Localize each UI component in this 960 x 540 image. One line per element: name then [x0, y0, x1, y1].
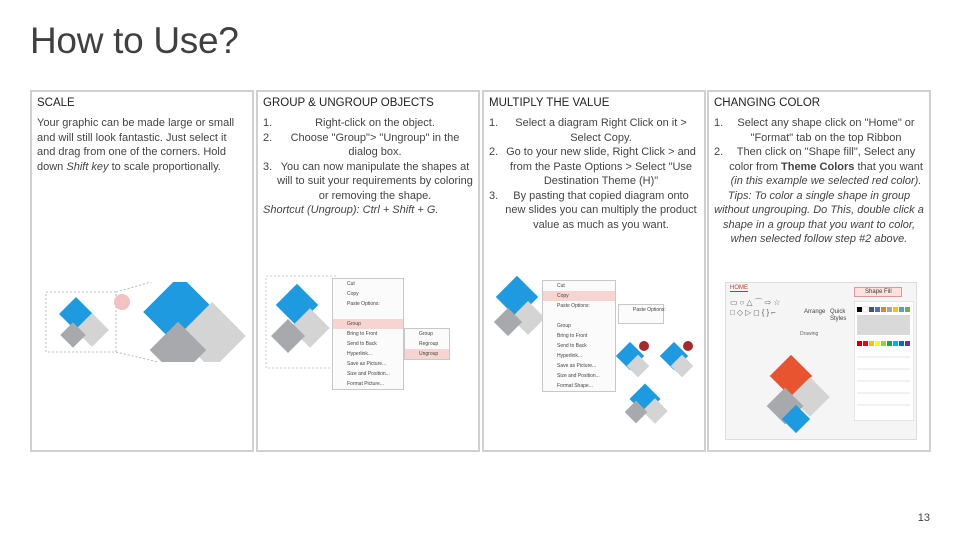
menu-hyperlink[interactable]: Hyperlink... — [347, 351, 373, 357]
shape-fill-button[interactable]: Shape Fill — [854, 287, 902, 297]
submenu-ungroup[interactable]: Ungroup — [405, 349, 449, 359]
scale-panel — [30, 90, 254, 452]
color-panel — [707, 90, 931, 452]
group-context-menu — [332, 278, 404, 390]
menu-format-shape[interactable]: Format Shape... — [557, 383, 593, 389]
menu-paste-options[interactable]: Paste Options: — [557, 303, 590, 309]
ribbon-screenshot — [725, 282, 917, 440]
paste-options-box[interactable] — [618, 304, 664, 324]
menu-hyperlink[interactable]: Hyperlink... — [557, 353, 583, 359]
menu-format[interactable]: Format Picture... — [347, 381, 384, 387]
menu-paste-options[interactable]: Paste Options: — [347, 301, 380, 307]
color-puzzle — [746, 355, 846, 439]
quick-styles-button[interactable]: Quick Styles — [830, 309, 847, 322]
group-submenu — [404, 328, 450, 360]
menu-size-position[interactable]: Size and Position... — [557, 373, 600, 379]
scale-illustration — [38, 282, 250, 362]
theme-color-swatches[interactable] — [857, 307, 910, 335]
color-palette — [854, 301, 914, 421]
group-step-1: 1. Right-click on the object. — [263, 117, 435, 129]
color-step-2: 2. Then click on "Shape fill", Select any color from Theme Colors that you want (in this example we selected red color). — [714, 146, 923, 187]
multiply-puzzle-copies — [616, 332, 706, 432]
drag-handle-icon[interactable] — [114, 294, 130, 310]
menu-bring-front[interactable]: Bring to Front — [557, 333, 588, 339]
scale-heading: SCALE — [37, 97, 75, 109]
scale-text-2: to scale proportionally. — [108, 160, 221, 173]
multiply-step-2: 2. Go to your new slide, Right Click > and from the Paste Options > Select "Use Destination Theme (H)" — [489, 146, 696, 187]
page-title: How to Use? — [30, 20, 239, 61]
color-body — [714, 116, 924, 247]
menu-save-picture[interactable]: Save as Picture... — [347, 361, 387, 367]
multiply-step-3: 3. By pasting that copied diagram onto new slides you can multiply the product value as much as you want. — [489, 189, 697, 231]
multiply-panel — [482, 90, 706, 452]
menu-save-picture[interactable]: Save as Picture... — [557, 363, 597, 369]
color-tips: Tips: To color a single shape in group without ungrouping. Do This, double click a shape in a group that you want to color, when selected follow step #2 above. — [714, 189, 924, 245]
multiply-puzzle-source — [488, 272, 550, 342]
menu-cut[interactable]: Cut — [347, 281, 355, 287]
paste-options-label: Paste Options: — [633, 307, 666, 313]
standard-color-swatches[interactable] — [857, 341, 910, 346]
menu-paste-icons[interactable] — [543, 311, 615, 321]
menu-size-position[interactable]: Size and Position... — [347, 371, 390, 377]
multiply-body — [489, 116, 699, 232]
drawing-group-label: Drawing — [800, 331, 819, 337]
menu-copy[interactable]: Copy — [543, 291, 615, 301]
menu-bring-front[interactable]: Bring to Front — [347, 331, 378, 337]
submenu-regroup[interactable]: Regroup — [419, 341, 439, 347]
multiply-context-menu — [542, 280, 616, 392]
shapes-gallery[interactable]: ▭○△⌒⇨☆ □◇▷◻{}⌐ — [730, 298, 783, 317]
group-step-2: 2. Choose "Group"> "Ungroup" in the dialog box. — [263, 131, 460, 158]
menu-cut[interactable]: Cut — [557, 283, 565, 289]
scale-text-italic: Shift key — [66, 160, 109, 173]
small-puzzle[interactable] — [59, 297, 109, 348]
menu-paste-icons[interactable] — [333, 309, 403, 319]
group-panel — [256, 90, 480, 452]
menu-send-back[interactable]: Send to Back — [347, 341, 377, 347]
group-body — [263, 116, 473, 218]
submenu-group[interactable]: Group — [419, 331, 433, 337]
scale-text-1: Your graphic can be made large or small and will still look fantastic. Just select it and drag from one of the corners. Hold down — [37, 117, 235, 173]
menu-send-back[interactable]: Send to Back — [557, 343, 587, 349]
ribbon-home-tab[interactable]: HOME — [730, 285, 748, 291]
group-heading: GROUP & UNGROUP OBJECTS — [263, 97, 434, 109]
group-puzzle — [262, 272, 342, 372]
arrange-button[interactable]: Arrange — [804, 309, 826, 315]
large-puzzle[interactable] — [143, 282, 246, 362]
color-step-1: 1. Select any shape click on "Home" or "Format" tab on the top Ribbon — [714, 117, 915, 144]
page-number: 13 — [917, 512, 930, 524]
menu-copy[interactable]: Copy — [347, 291, 359, 297]
group-step-3: 3. You can now manipulate the shapes at will to suit your requirements by coloring or removing the shape. — [263, 160, 473, 202]
multiply-heading: MULTIPLY THE VALUE — [489, 97, 610, 109]
group-shortcut: Shortcut (Ungroup): Ctrl + Shift + G. — [263, 204, 439, 216]
menu-group[interactable]: Group — [557, 323, 571, 329]
color-heading: CHANGING COLOR — [714, 97, 821, 109]
multiply-step-1: 1. Select a diagram Right Click on it > Select Copy. — [489, 117, 687, 144]
scale-body — [37, 116, 247, 174]
menu-group[interactable]: Group — [333, 319, 403, 329]
